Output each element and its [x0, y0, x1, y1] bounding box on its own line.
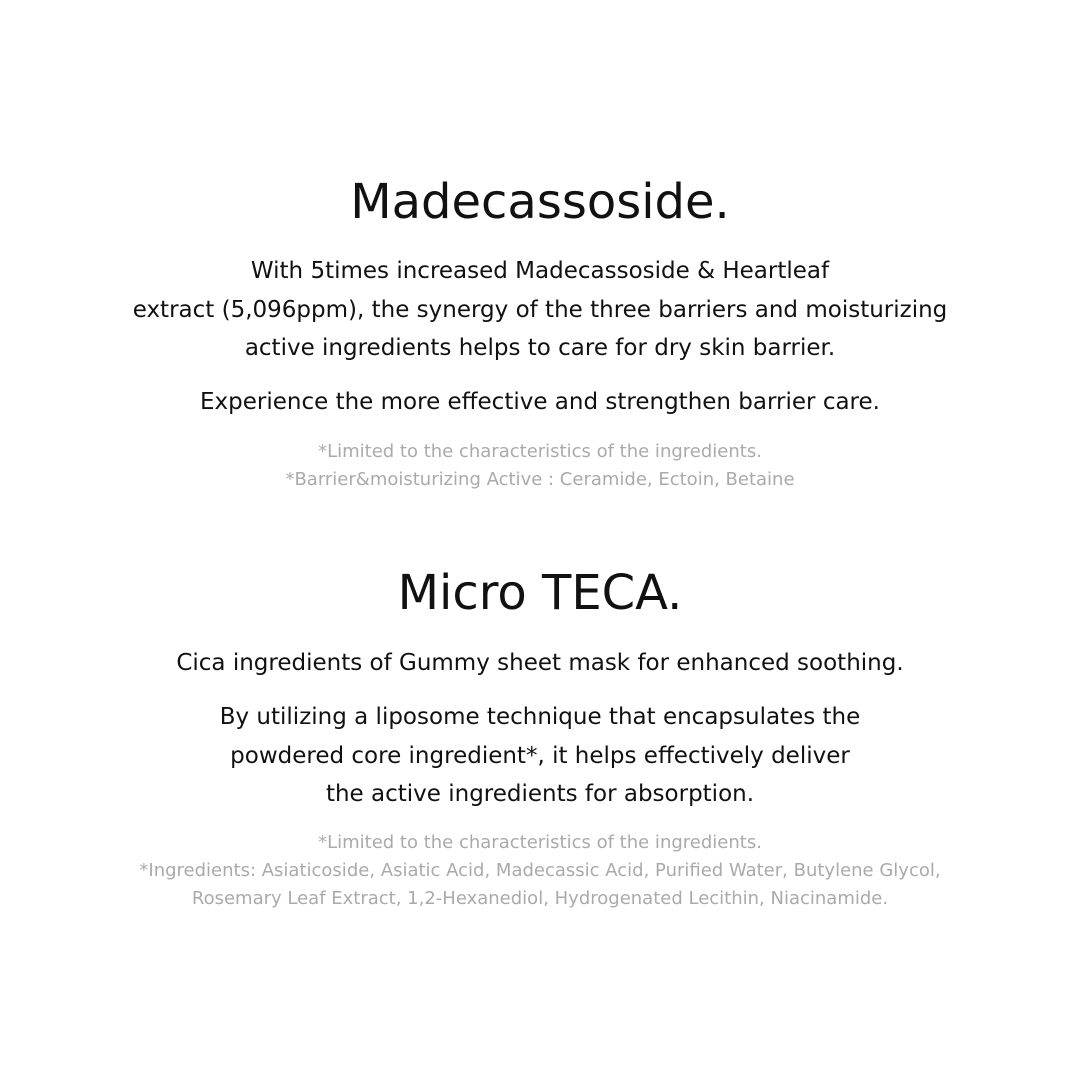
footnote-line: Rosemary Leaf Extract, 1,2-Hexanediol, Hydrogenated Lecithin, Niacinamide. [191, 888, 889, 909]
section-title-madecassoside: Madecassoside. [350, 174, 730, 230]
madecassoside-notes [0, 438, 1080, 494]
micro-teca-paragraph-1: Cica ingredients of Gummy sheet mask for enhanced soothing. [176, 650, 904, 676]
paragraph-line: active ingredients helps to care for dry skin barrier. [244, 335, 836, 361]
micro-teca-technique [0, 698, 1080, 814]
footnote-line: *Barrier&moisturizing Active : Ceramide, Ectoin, Betaine [285, 469, 795, 490]
footnote-line: *Limited to the characteristics of the ingredients. [318, 441, 762, 462]
section-micro-teca [0, 565, 1080, 621]
section-title-micro-teca: Micro TECA. [397, 565, 683, 621]
paragraph-line: By utilizing a liposome technique that encapsulates the [219, 704, 861, 730]
madecassoside-paragraph-2: Experience the more effective and strengthen barrier care. [200, 389, 880, 415]
paragraph-line: the active ingredients for absorption. [325, 781, 755, 807]
paragraph-line: powdered core ingredient*, it helps effectively deliver [230, 742, 850, 769]
paragraph-line: With 5times increased Madecassoside & Heartleaf [250, 258, 830, 284]
footnote-block [0, 829, 1080, 913]
section-madecassoside [0, 174, 1080, 230]
micro-teca-notes [0, 829, 1080, 913]
madecassoside-tagline [0, 383, 1080, 422]
paragraph-line: extract (5,096ppm), the synergy of the three barriers and moisturizing [132, 296, 948, 323]
micro-teca-paragraph-2 [0, 698, 1080, 814]
micro-teca-description [0, 644, 1080, 683]
footnote-line: *Ingredients: Asiaticoside, Asiatic Acid, Madecassic Acid, Purified Water, Butylene Glycol, [139, 860, 941, 881]
footnote-block [0, 438, 1080, 494]
footnote-line: *Limited to the characteristics of the ingredients. [318, 832, 762, 853]
madecassoside-paragraph-1 [0, 252, 1080, 368]
madecassoside-description [0, 252, 1080, 368]
